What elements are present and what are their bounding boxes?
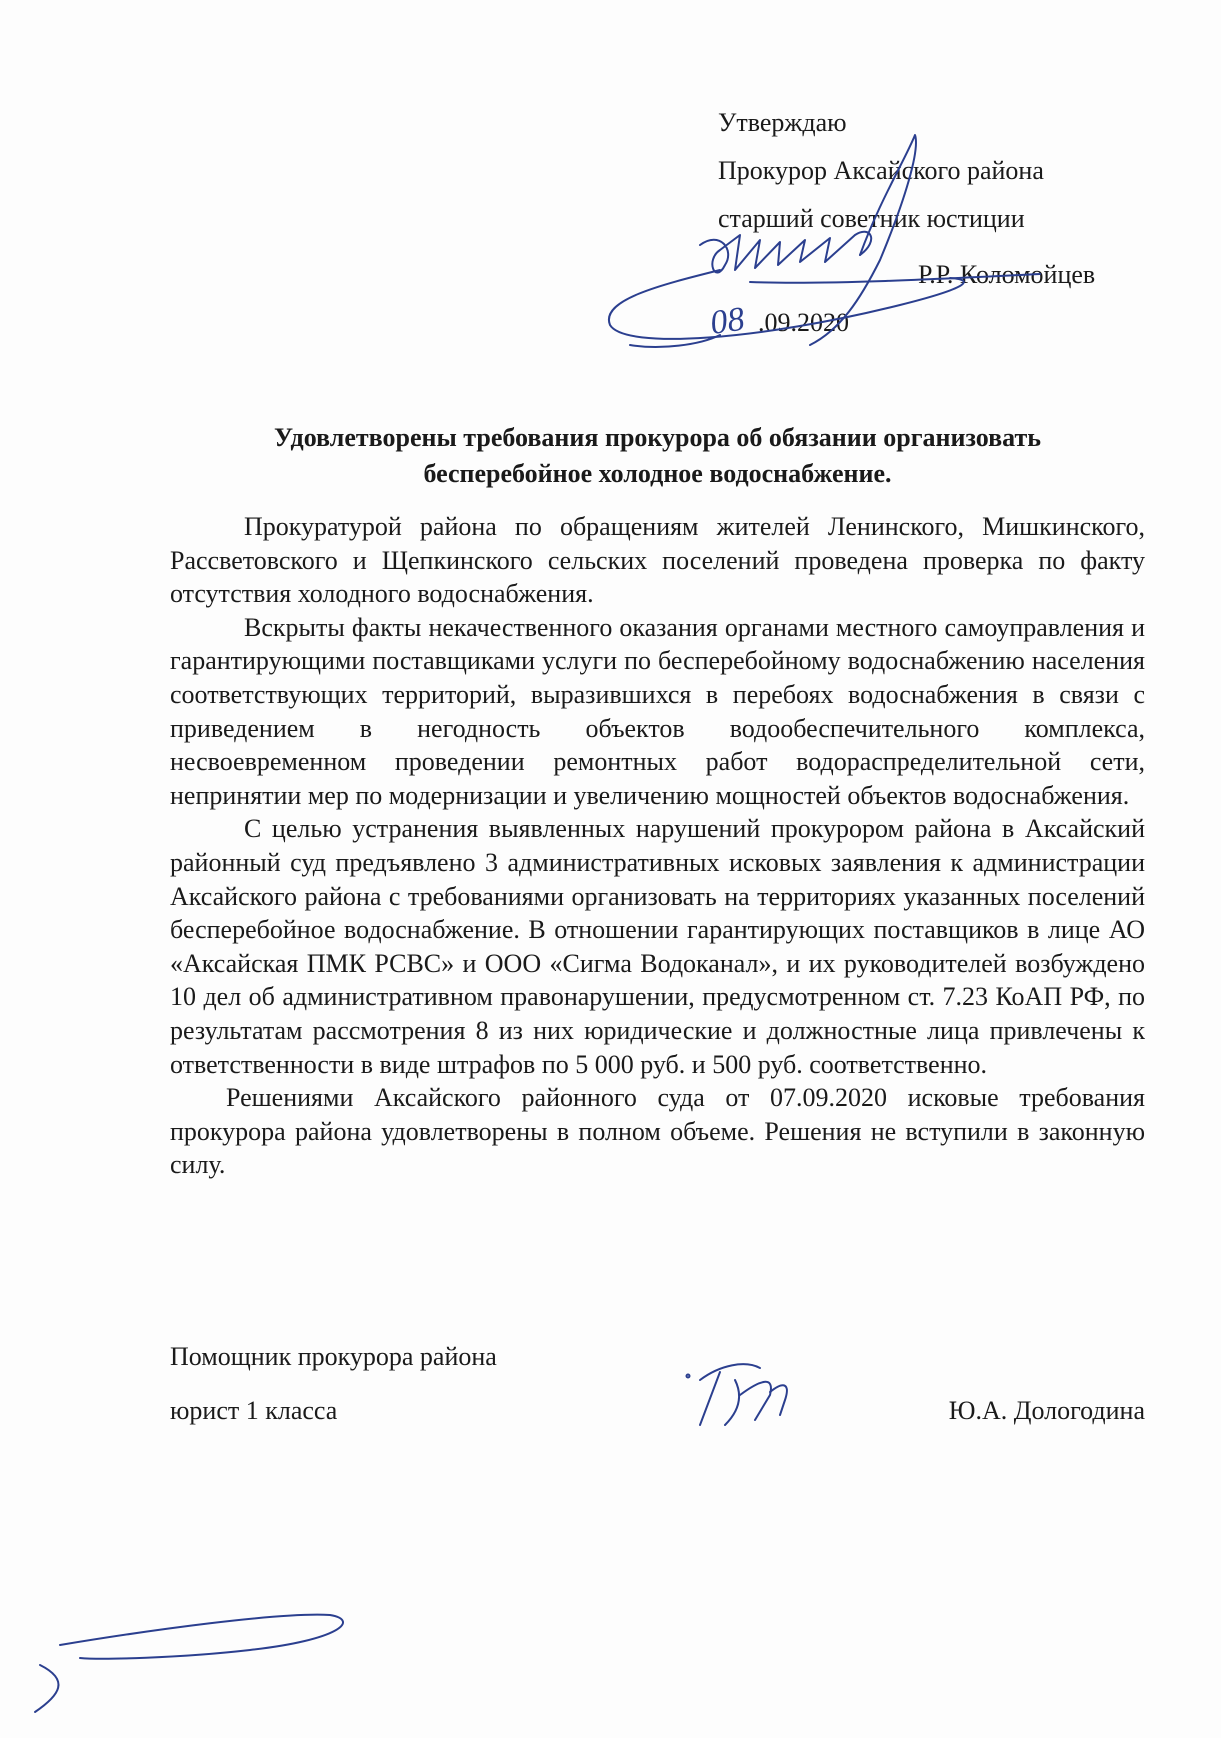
paragraph-1: Прокуратурой района по обращениям жителей Ленинского, Мишкинского, Рассветовского и Щепкинского сельских поселений проведена проверка по факту отсутствия холодного водоснабжения. (170, 512, 1145, 609)
signoff-position: Помощник прокурора района (170, 1342, 497, 1371)
approval-date: .09.2020 (758, 308, 849, 337)
document-title (170, 420, 1145, 492)
document-body (170, 510, 1145, 1182)
title-line-2: бесперебойное холодное водоснабжение. (423, 459, 892, 488)
approver-name: Р.Р. Коломойцев (918, 260, 1096, 289)
paragraph-4: Решениями Аксайского районного суда от 07.09.2020 исковые требования прокурора района удовлетворены в полном объеме. Решения не вступили в законную силу. (170, 1083, 1145, 1180)
title-line-1: Удовлетворены требования прокурора об обязании организовать (273, 423, 1042, 452)
signoff-rank: юрист 1 класса (170, 1396, 338, 1425)
signoff-name: Ю.А. Дологодина (948, 1396, 1145, 1425)
handwritten-date-day: 08 (707, 300, 747, 342)
paragraph-3: С целью устранения выявленных нарушений прокурором района в Аксайский районный суд предъявлено 3 административных исковых заявления к администрации Аксайского района с требованиями организовать на территориях указанных поселений бесперебойное водоснабжение. В отношении гарантирующих поставщиков в лице АО «Аксайская ПМК РСВС» и ООО «Сигма Водоканал», и их руководителей возбуждено 10 дел об административном правонарушении, предусмотренном ст. 7.23 КоАП РФ, по результатам рассмотрения 8 из них юридические и должностные лица привлечены к ответственности в виде штрафов по 5 000 руб. и 500 руб. соответственно. (170, 814, 1145, 1079)
approver-rank: старший советник юстиции (718, 204, 1025, 233)
paragraph-2: Вскрыты факты некачественного оказания органами местного самоуправления и гарантирующими поставщиками услуги по бесперебойному водоснабжению населения соответствующих территорий, выразившихся в перебоях водоснабжения в связи с приведением в негодность объектов водообеспечительного комплекса, несвоевременном проведении ремонтных работ водораспределительной сети, непринятии мер по модернизации и увеличению мощностей объектов водоснабжения. (170, 612, 1145, 810)
approver-position: Прокурор Аксайского района (718, 156, 1044, 185)
approval-label: Утверждаю (718, 108, 847, 137)
